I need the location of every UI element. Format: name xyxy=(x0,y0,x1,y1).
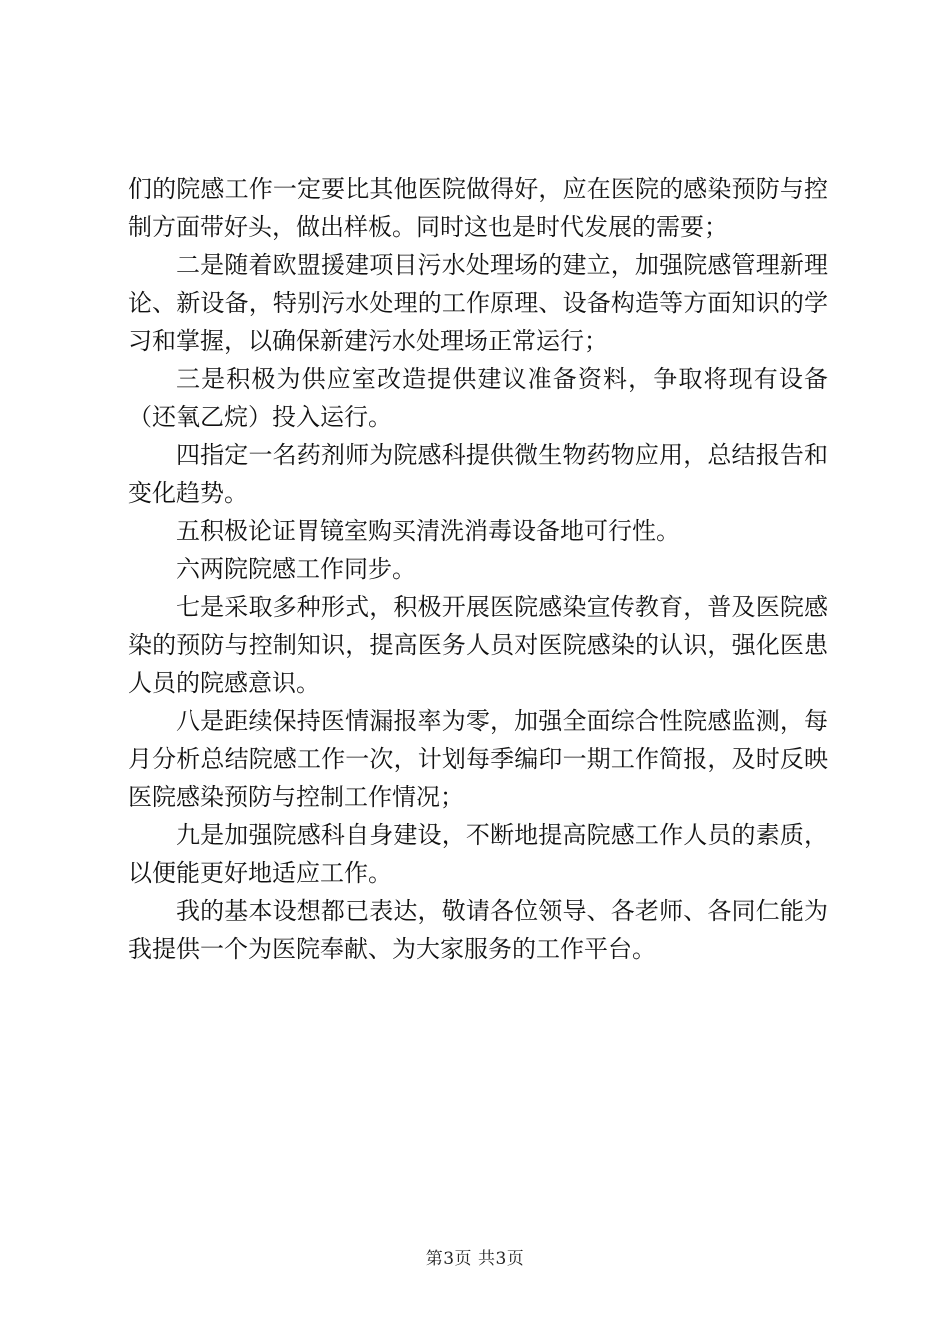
paragraph-1: 们的院感工作一定要比其他医院做得好，应在医院的感染预防与控制方面带好头，做出样板。同时这也是时代发展的需要； xyxy=(128,175,828,241)
page-number: 第3页 共3页 xyxy=(425,1249,525,1269)
paragraph-9: 九是加强院感科自身建设，不断地提高院感工作人员的素质，以便能更好地适应工作。 xyxy=(128,821,828,887)
paragraph-6: 六两院院感工作同步。 xyxy=(176,555,416,583)
paragraph-10: 我的基本设想都已表达，敬请各位领导、各老师、各同仁能为我提供一个为医院奉献、为大家服务的工作平台。 xyxy=(128,897,828,963)
paragraph-8: 八是距续保持医情漏报率为零，加强全面综合性院感监测，每月分析总结院感工作一次，计划每季编印一期工作简报，及时反映医院感染预防与控制工作情况； xyxy=(128,707,828,811)
paragraph-5: 五积极论证胃镜室购买清洗消毒设备地可行性。 xyxy=(176,517,680,545)
paragraph-3: 三是积极为供应室改造提供建议准备资料，争取将现有设备（还氧乙烷）投入运行。 xyxy=(128,365,828,431)
paragraph-2: 二是随着欧盟援建项目污水处理场的建立，加强院感管理新理论、新设备，特别污水处理的工作原理、设备构造等方面知识的学习和掌握，以确保新建污水处理场正常运行； xyxy=(128,251,828,355)
document-body xyxy=(128,170,828,968)
paragraph-7: 七是采取多种形式，积极开展医院感染宣传教育，普及医院感染的预防与控制知识，提高医务人员对医院感染的认识，强化医患人员的院感意识。 xyxy=(128,593,828,697)
paragraph-4: 四指定一名药剂师为院感科提供微生物药物应用，总结报告和变化趋势。 xyxy=(128,441,828,507)
page-footer xyxy=(0,1244,950,1269)
